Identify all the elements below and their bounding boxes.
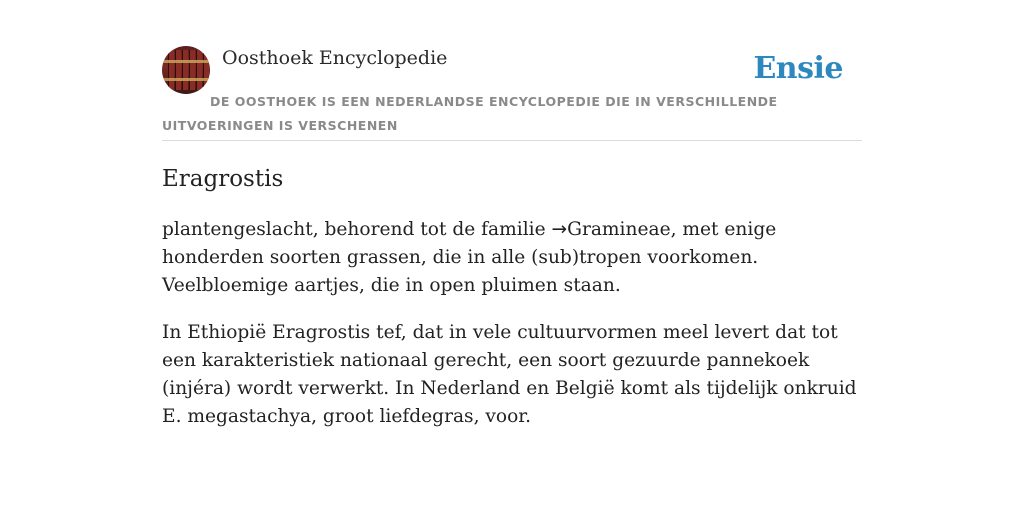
paragraph-text: plantengeslacht, behorend tot de familie [162, 219, 552, 240]
ensie-logo[interactable]: Ensie [753, 51, 843, 86]
paragraph-text: , met enige honderden soorten grassen, die in alle (sub)tropen voorkomen. Veelbloemige aartjes, die in open pluimen staan. [162, 219, 777, 296]
article-paragraph-2: In Ethiopië Eragrostis tef, dat in vele cultuurvormen meel levert dat tot een karakteristiek nationaal gerecht, een soort gezuurde pannekoek (injéra) wordt verwerkt. In Nederland en België komt als tijdelijk onkruid E. megastachya, groot liefdegras, voor. [162, 322, 857, 427]
article-title: Eragrostis [162, 166, 284, 192]
article-paragraph-1 [162, 216, 867, 300]
article [162, 163, 867, 431]
site-name-link[interactable]: Oosthoek Encyclopedie [222, 47, 448, 69]
encyclopedia-books-avatar[interactable] [162, 46, 210, 94]
site-header [162, 46, 862, 141]
gramineae-link[interactable]: Gramineae [567, 219, 671, 240]
site-tagline: DE OOSTHOEK IS EEN NEDERLANDSE ENCYCLOPEDIE DIE IN VERSCHILLENDE UITVOERINGEN IS VERSCHENEN [162, 94, 778, 133]
arrow-right-icon: → [551, 219, 568, 240]
